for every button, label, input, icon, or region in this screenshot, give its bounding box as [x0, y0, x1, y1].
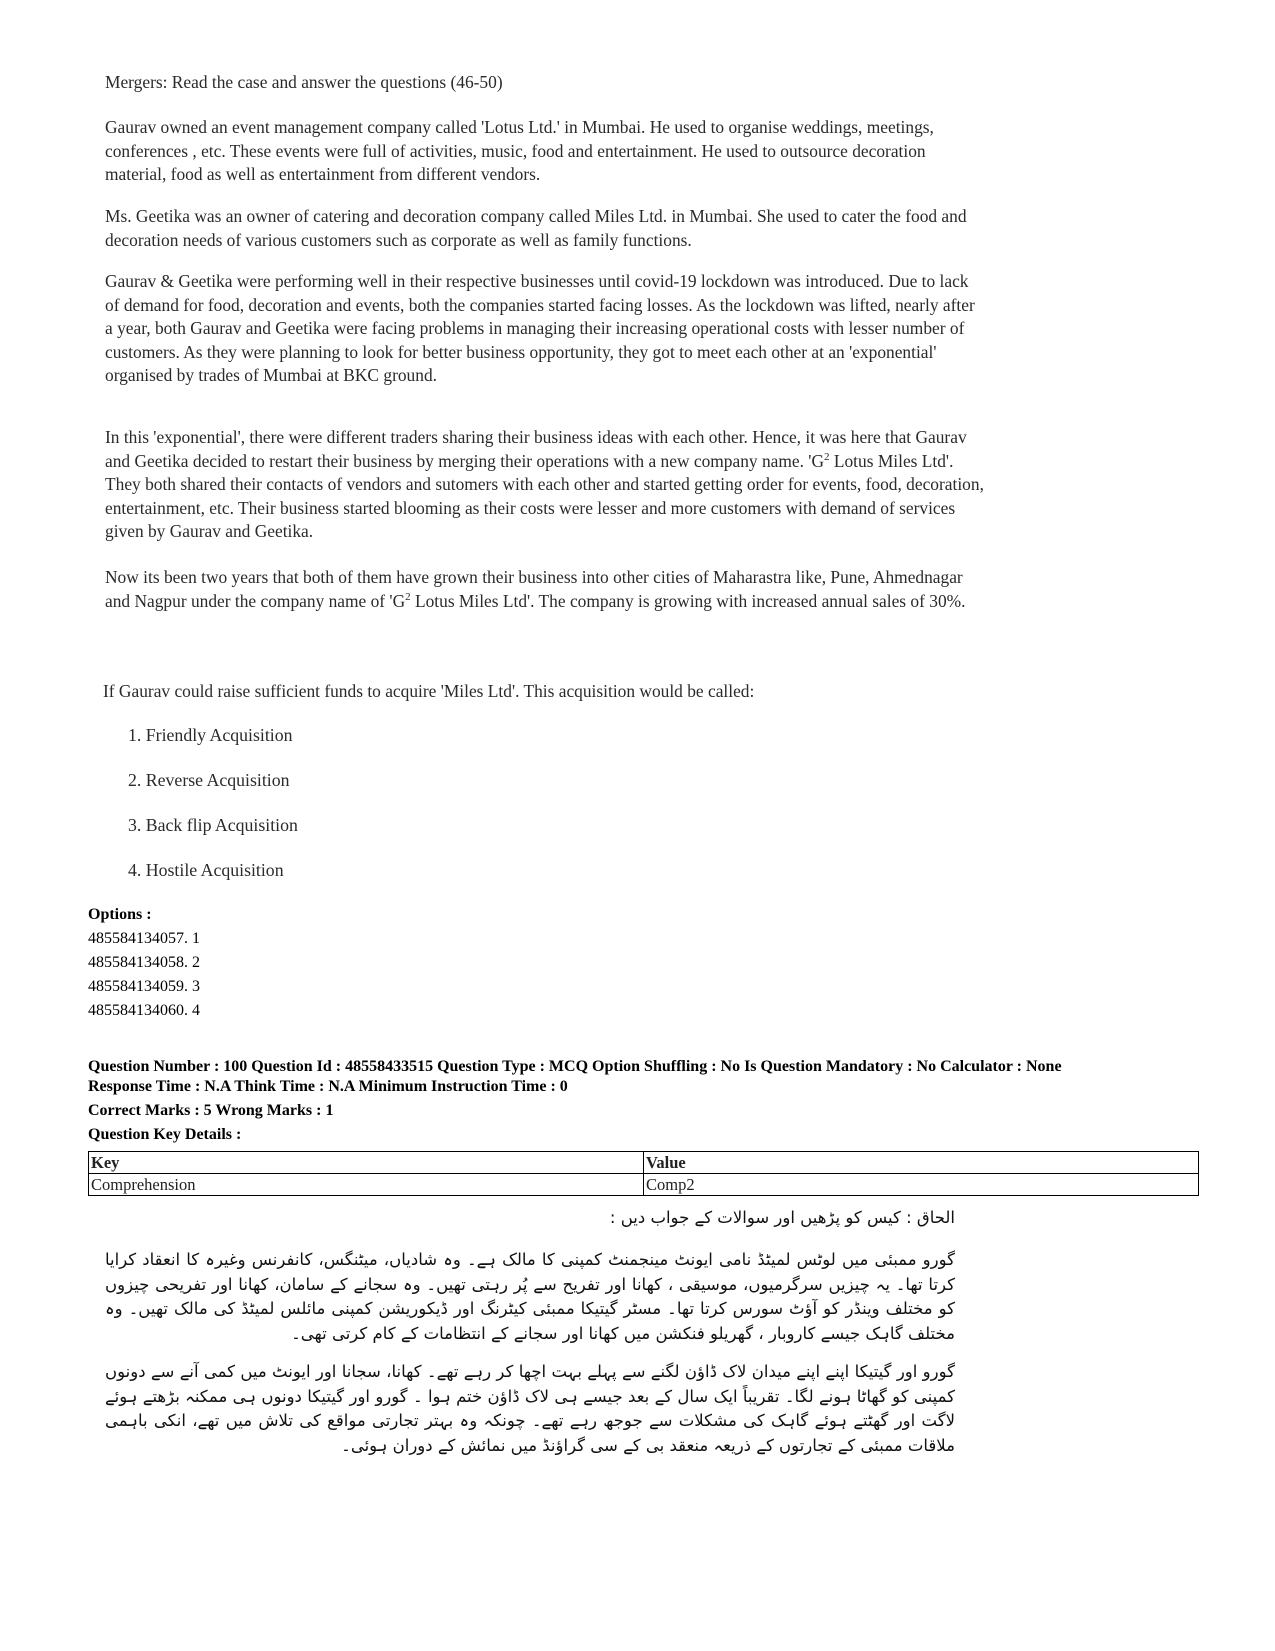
table-cell-key: Comprehension	[89, 1174, 644, 1196]
urdu-paragraph-2: گورو اور گیتیکا اپنے اپنے میدان لاک ڈاؤن لگنے سے پہلے بہت اچھا کر رہے تھے۔ کھانا، سجانا اور ایونٹ میں کمی آنے سے دونوں کمپنی کو گھاٹا ہونے لگا۔ تقریباً ایک سال کے بعد جیسے ہی لاک ڈاؤن ختم ہوا ۔ گورو اور گیتیکا دونوں ہی ممکنہ بڑھتے ہوئے لاگت اور گھٹتے ہوئے گاہک کی مشکلات سے جوجھ رہے تھے۔ چونکہ وہ بہتر تجارتی مواقع کی تلاش میں تھے، انکی باہمی ملاقات ممبئی کے تجارتوں کے ذریعہ منعقد بی کے سی گراؤنڈ میں نمائش کے دوران ہوئی۔	[105, 1362, 955, 1455]
option-id-4: 485584134060. 4	[88, 1002, 200, 1019]
option-id-1: 485584134057. 1	[88, 930, 200, 947]
superscript: 2	[405, 590, 411, 603]
table-header-value: Value	[644, 1152, 1199, 1174]
case-paragraph-5-text-b: Lotus Miles Ltd'. The company is growing with increased annual sales of 30%.	[410, 590, 966, 611]
table-header-row	[89, 1152, 1199, 1174]
table-row	[89, 1174, 1199, 1196]
case-paragraph-1: Gaurav owned an event management company called 'Lotus Ltd.' in Mumbai. He used to organise weddings, meetings, conferences , etc. These events were full of activities, music, food and entertainment. He used to outsource decoration material, food as well as entertainment from different vendors.	[105, 117, 934, 184]
question-text: If Gaurav could raise sufficient funds to acquire 'Miles Ltd'. This acquisition would be called:	[103, 681, 755, 701]
table-header-key: Key	[89, 1152, 644, 1174]
choice-3: 3. Back flip Acquisition	[128, 815, 298, 835]
question-key-details-label: Question Key Details :	[88, 1126, 242, 1143]
urdu-heading: الحاق : کیس کو پڑھیں اور سوالات کے جواب دیں :	[609, 1208, 955, 1227]
case-paragraph-5	[105, 566, 985, 613]
case-paragraph-2: Ms. Geetika was an owner of catering and decoration company called Miles Ltd. in Mumbai. She used to cater the food and decoration needs of various customers such as corporate as well as family functions.	[105, 206, 967, 250]
superscript: 2	[824, 450, 830, 463]
case-paragraph-4-text-b: Lotus Miles Ltd'. They both shared their contacts of vendors and sutomers with each other and started getting order for events, food, decoration, entertainment, etc. Their business started blooming as their costs were lesser and more customers with demand of services given by Gaurav and Geetika.	[105, 450, 984, 541]
question-key-table	[88, 1151, 1199, 1196]
case-paragraph-3: Gaurav & Geetika were performing well in their respective businesses until covid-19 lockdown was introduced. Due to lack of demand for food, decoration and events, both the companies started facing losses. As the lockdown was lifted, nearly after a year, both Gaurav and Geetika were facing problems in managing their increasing operational costs with lesser number of customers. As they were planning to look for better business opportunity, they got to meet each other at an 'exponential' organised by trades of Mumbai at BKC ground.	[105, 271, 975, 385]
choice-4: 4. Hostile Acquisition	[128, 860, 284, 880]
case-paragraph-4-text-a: In this 'exponential', there were different traders sharing their business ideas with each other. Hence, it was here that Gaurav and Geetika decided to restart their business by merging their operations with a new company name. 'G	[105, 427, 967, 471]
case-heading: Mergers: Read the case and answer the questions (46-50)	[105, 72, 503, 92]
case-paragraph-5-text-a: Now its been two years that both of them have grown their business into other cities of Maharastra like, Pune, Ahmednagar and Nagpur under the company name of 'G	[105, 567, 963, 611]
question-meta-line-3: Correct Marks : 5 Wrong Marks : 1	[88, 1102, 334, 1119]
table-cell-value: Comp2	[644, 1174, 1199, 1196]
choice-1: 1. Friendly Acquisition	[128, 725, 293, 745]
choice-2: 2. Reverse Acquisition	[128, 770, 290, 790]
question-meta-line-2: Response Time : N.A Think Time : N.A Minimum Instruction Time : 0	[88, 1078, 568, 1095]
option-id-2: 485584134058. 2	[88, 954, 200, 971]
case-paragraph-4	[105, 426, 990, 544]
options-label: Options :	[88, 906, 152, 923]
question-meta-line-1: Question Number : 100 Question Id : 48558433515 Question Type : MCQ Option Shuffling : No Is Question Mandatory : No Calculator : None	[88, 1058, 1062, 1075]
option-id-3: 485584134059. 3	[88, 978, 200, 995]
urdu-paragraph-1: گورو ممبئی میں لوٹس لمیٹڈ نامی ایونٹ مینجمنٹ کمپنی کا مالک ہے۔ وہ شادیاں، میٹنگس، کانفرنس وغیرہ کا انعقاد کرایا کرتا تھا۔ یہ چیزیں سرگرمیوں، موسیقی ، کھانا اور تفریح سے پُر رہتی تھیں۔ وہ سجانے کے سامان، کھانا اور تفریحی چیزوں کو مختلف وینڈر کو آؤٹ سورس کرتا تھا۔ مسٹر گیتیکا ممبئی کیٹرنگ اور ڈیکوریشن کمپنی مائلس لمیٹڈ کی مالک تھیں۔ وہ مختلف گاہک جیسے کاروبار ، گھریلو فنکشن میں کھانا اور سجانے کے انتظامات کے کام کرتی تھی۔	[105, 1250, 955, 1343]
